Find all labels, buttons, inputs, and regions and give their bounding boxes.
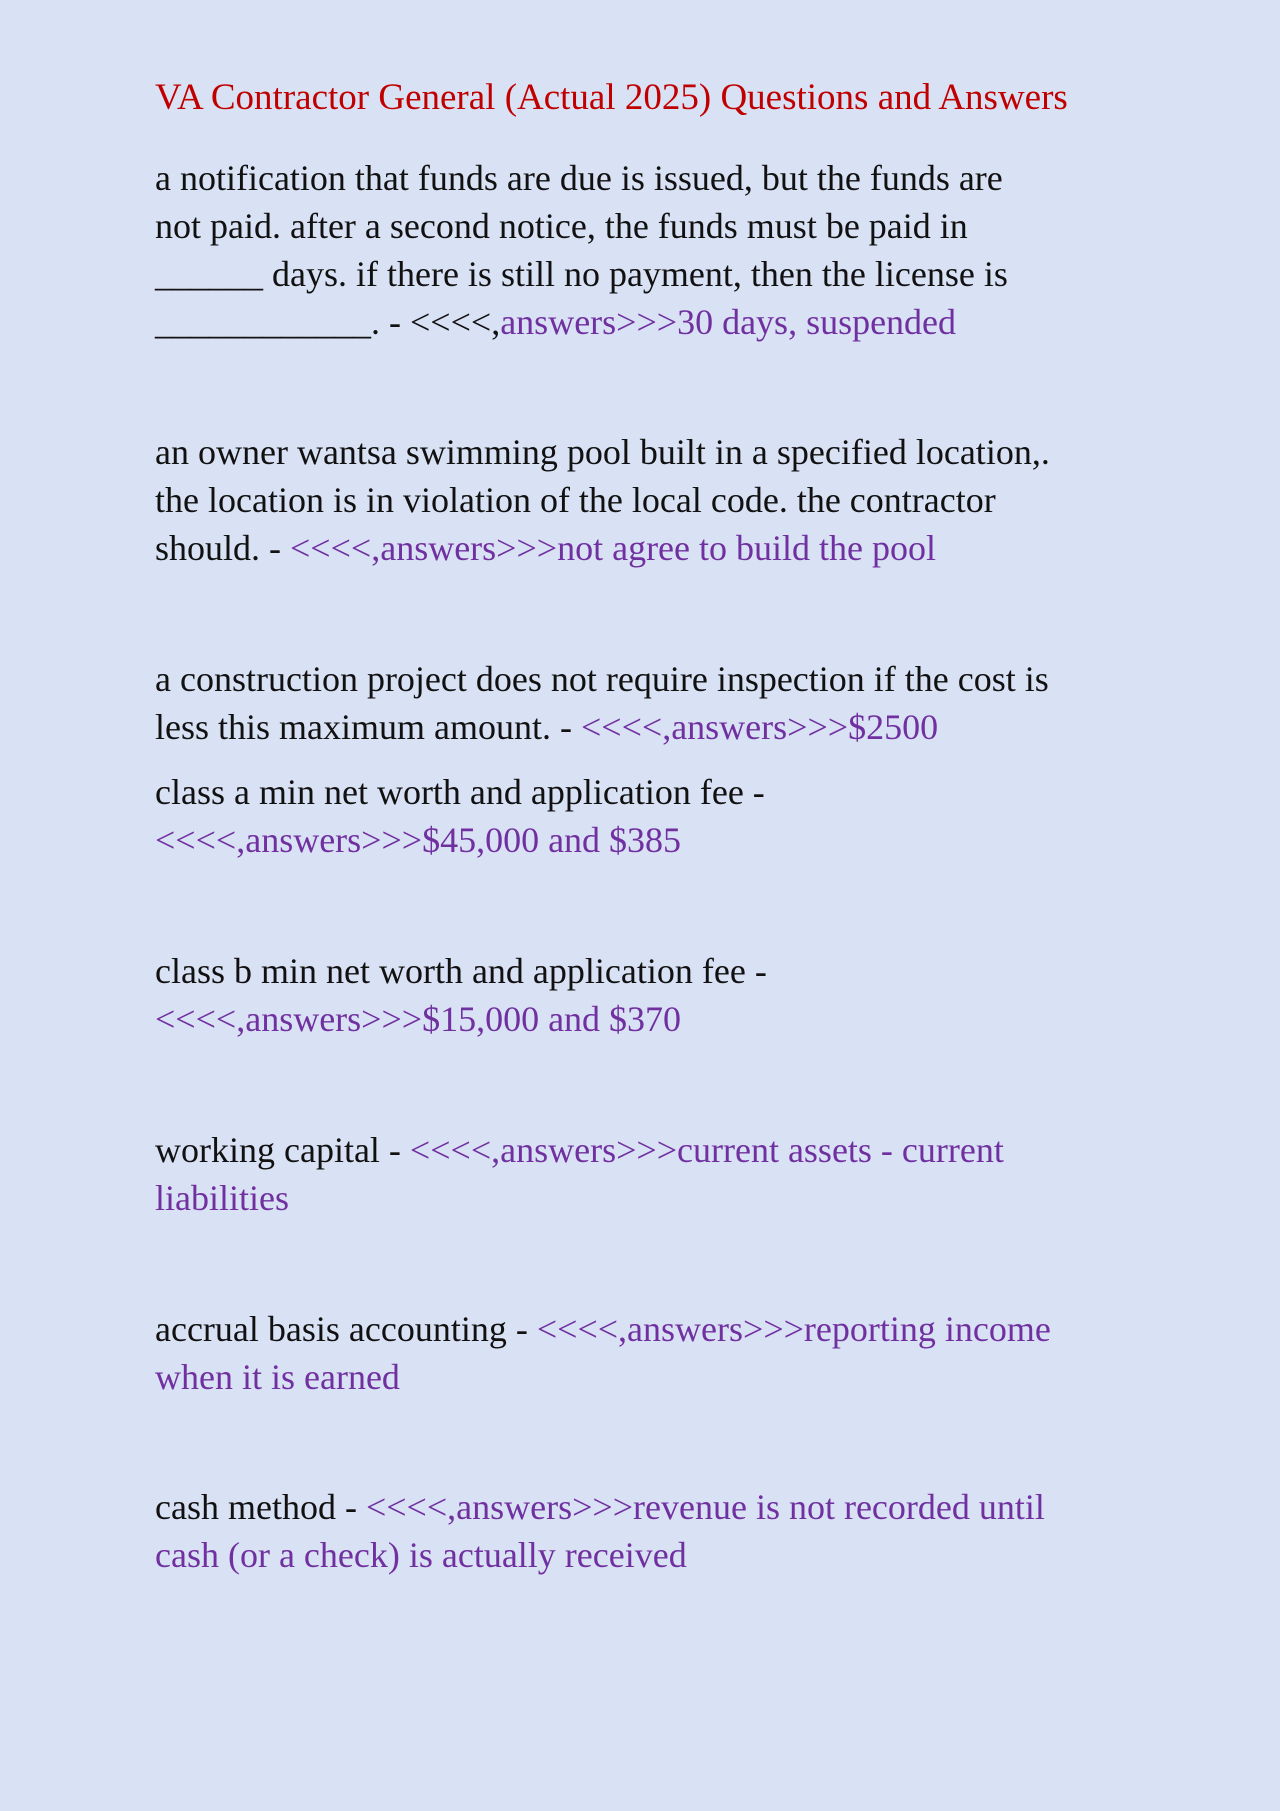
question-text: cash method -: [155, 1487, 366, 1527]
question-text: should. -: [155, 528, 290, 568]
qa-item: [155, 1483, 1145, 1579]
question-text: ______ days. if there is still no payment, then the license is: [155, 254, 1008, 294]
qa-item: [155, 655, 1145, 751]
answer-text: liabilities: [155, 1178, 289, 1218]
question-text: a notification that funds are due is issued, but the funds are: [155, 158, 1003, 198]
question-text: the location is in violation of the local code. the contractor: [155, 480, 996, 520]
qa-item: [155, 154, 1145, 346]
answer-text: answers>>>30 days, suspended: [500, 302, 957, 342]
question-text: class b min net worth and application fee -: [155, 951, 767, 991]
answer-text: <<<<,answers>>>$15,000 and $370: [155, 999, 682, 1039]
answer-text: <<<<,answers>>>current assets - current: [409, 1130, 1004, 1170]
question-text: less this maximum amount. -: [155, 707, 581, 747]
qa-item: [155, 1126, 1145, 1222]
question-text: accrual basis accounting -: [155, 1309, 537, 1349]
question-text: an owner wantsa swimming pool built in a specified location,.: [155, 432, 1050, 472]
answer-text: <<<<,answers>>>reporting income: [536, 1309, 1051, 1349]
answer-text: <<<<,answers>>>$2500: [580, 707, 939, 747]
answer-text: <<<<,answers>>>$45,000 and $385: [155, 820, 682, 860]
answer-text: <<<<,answers>>>revenue is not recorded until: [365, 1487, 1045, 1527]
question-text: working capital -: [155, 1130, 410, 1170]
question-text: class a min net worth and application fee -: [155, 772, 765, 812]
question-text: not paid. after a second notice, the funds must be paid in: [155, 206, 968, 246]
answer-text: cash (or a check) is actually received: [155, 1535, 687, 1575]
qa-item: [155, 1305, 1145, 1401]
page-title: VA Contractor General (Actual 2025) Questions and Answers: [155, 77, 1068, 118]
qa-item: [155, 428, 1145, 572]
question-text: a construction project does not require inspection if the cost is: [155, 659, 1049, 699]
answer-text: when it is earned: [155, 1357, 400, 1397]
answer-text: <<<<,answers>>>not agree to build the pool: [290, 528, 936, 568]
qa-item: [155, 947, 1145, 1043]
qa-item: [155, 768, 1145, 864]
question-text: ____________. - <<<<,: [155, 302, 501, 342]
